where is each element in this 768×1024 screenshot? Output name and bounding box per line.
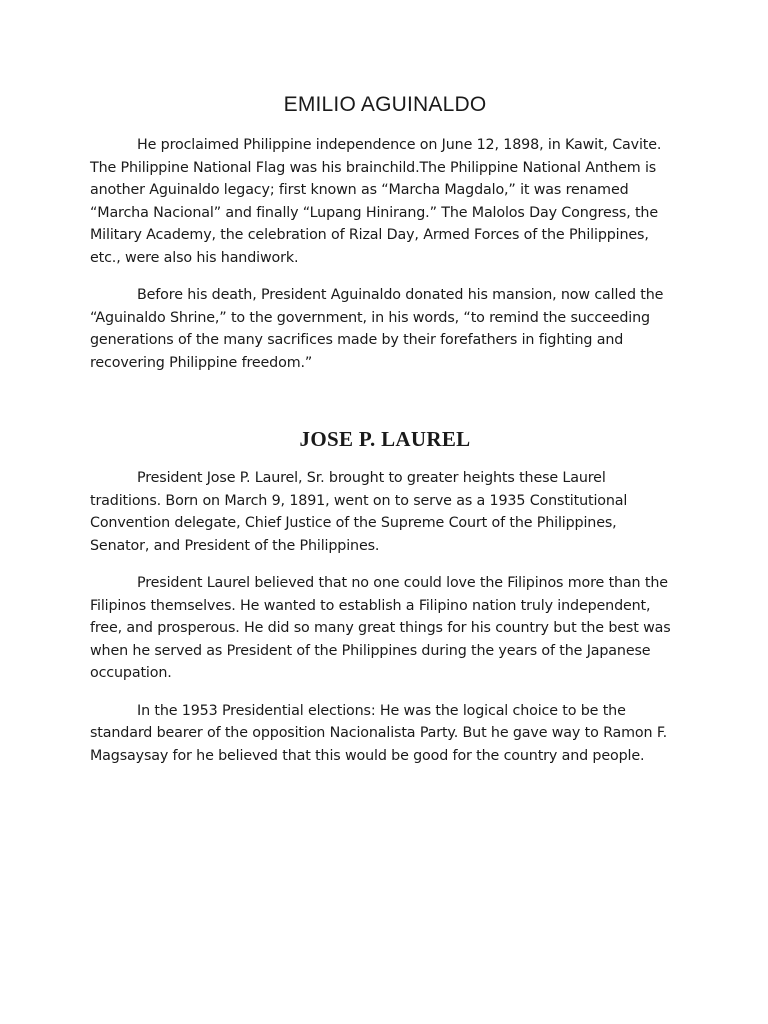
section-emilio-aguinaldo [90,93,680,374]
section-title: EMILIO AGUINALDO [283,93,487,116]
paragraph: President Jose P. Laurel, Sr. brought to greater heights these Laurel traditions. Born on March 9, 1891, went on to serve as a 1935 Constitutional Convention delegate, Chief Justice of the Supreme Court of the Philippines, Senator, and President of the Philippines. [90,470,628,554]
paragraph: He proclaimed Philippine independence on June 12, 1898, in Kawit, Cavite. The Philippine National Flag was his brainchild.The Philippine National Anthem is another Aguinaldo legacy; first known as “Marcha Magdalo,” it was renamed “Marcha Nacional” and finally “Lupang Hinirang.” The Malolos Day Congress, the Military Academy, the celebration of Rizal Day, Armed Forces of the Philippines, etc., were also his handiwork. [90,137,662,266]
paragraph: In the 1953 Presidential elections: He was the logical choice to be the standard bearer of the opposition Nacionalista Party. But he gave way to Ramon F. Magsaysay for he believed that this would be good for the country and people. [90,702,667,764]
section-title: JOSE P. LAUREL [299,427,471,451]
section-jose-p-laurel [90,427,680,767]
paragraph: Before his death, President Aguinaldo donated his mansion, now called the “Aguinaldo Shrine,” to the government, in his words, “to remind the succeeding generations of the many sacrifices made by their forefathers in fighting and recovering Philippine freedom.” [90,287,664,371]
paragraph: President Laurel believed that no one could love the Filipinos more than the Filipinos themselves. He wanted to establish a Filipino nation truly independent, free, and prosperous. He did so many great things for his country but the best was when he served as President of the Philippines during the years of the Japanese occupation. [90,575,671,681]
